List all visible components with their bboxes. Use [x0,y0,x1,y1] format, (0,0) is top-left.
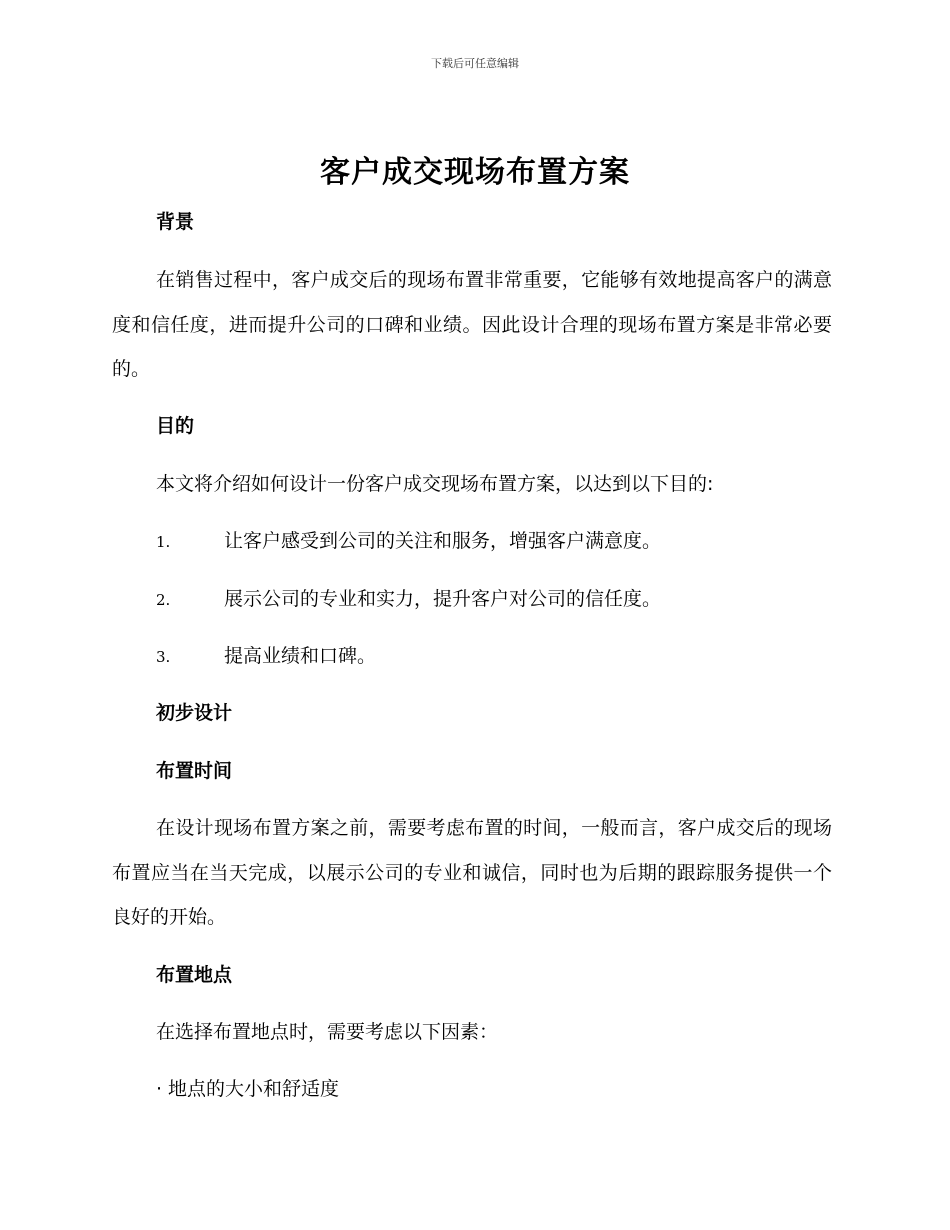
heading-background: 背景 [156,211,195,233]
document-title: 客户成交现场布置方案 [320,155,630,190]
header-note: 下载后可任意编辑 [431,57,519,70]
location-intro: 在选择布置地点时，需要考虑以下因素： [156,1021,499,1043]
list-number: 3. [156,648,171,666]
list-text: 提高业绩和口碑。 [224,645,377,667]
bullet-dot-icon: · [156,1078,163,1100]
heading-location: 布置地点 [156,964,233,986]
paragraph-background: 在销售过程中，客户成交后的现场布置非常重要，它能够有效地提高客户的满意度和信任度，进而提升公司的口碑和业绩。因此设计合理的现场布置方案是非常必要的。 [112,269,832,380]
list-number: 1. [156,533,171,551]
paragraph-timing: 在设计现场布置方案之前，需要考虑布置的时间，一般而言，客户成交后的现场布置应当在当天完成，以展示公司的专业和诚信，同时也为后期的跟踪服务提供一个良好的开始。 [112,817,832,928]
heading-purpose: 目的 [156,415,195,437]
list-item [156,642,376,670]
bullet-text: 地点的大小和舒适度 [168,1078,340,1100]
bullet-item [156,1075,339,1103]
heading-initial-design: 初步设计 [156,702,233,724]
list-item [156,585,661,613]
list-number: 2. [156,591,171,609]
list-text: 让客户感受到公司的关注和服务，增强客户满意度。 [224,530,662,552]
list-text: 展示公司的专业和实力，提升客户对公司的信任度。 [224,588,662,610]
purpose-intro: 本文将介绍如何设计一份客户成交现场布置方案，以达到以下目的: [156,473,714,495]
list-item [156,527,661,555]
heading-timing: 布置时间 [156,760,233,782]
